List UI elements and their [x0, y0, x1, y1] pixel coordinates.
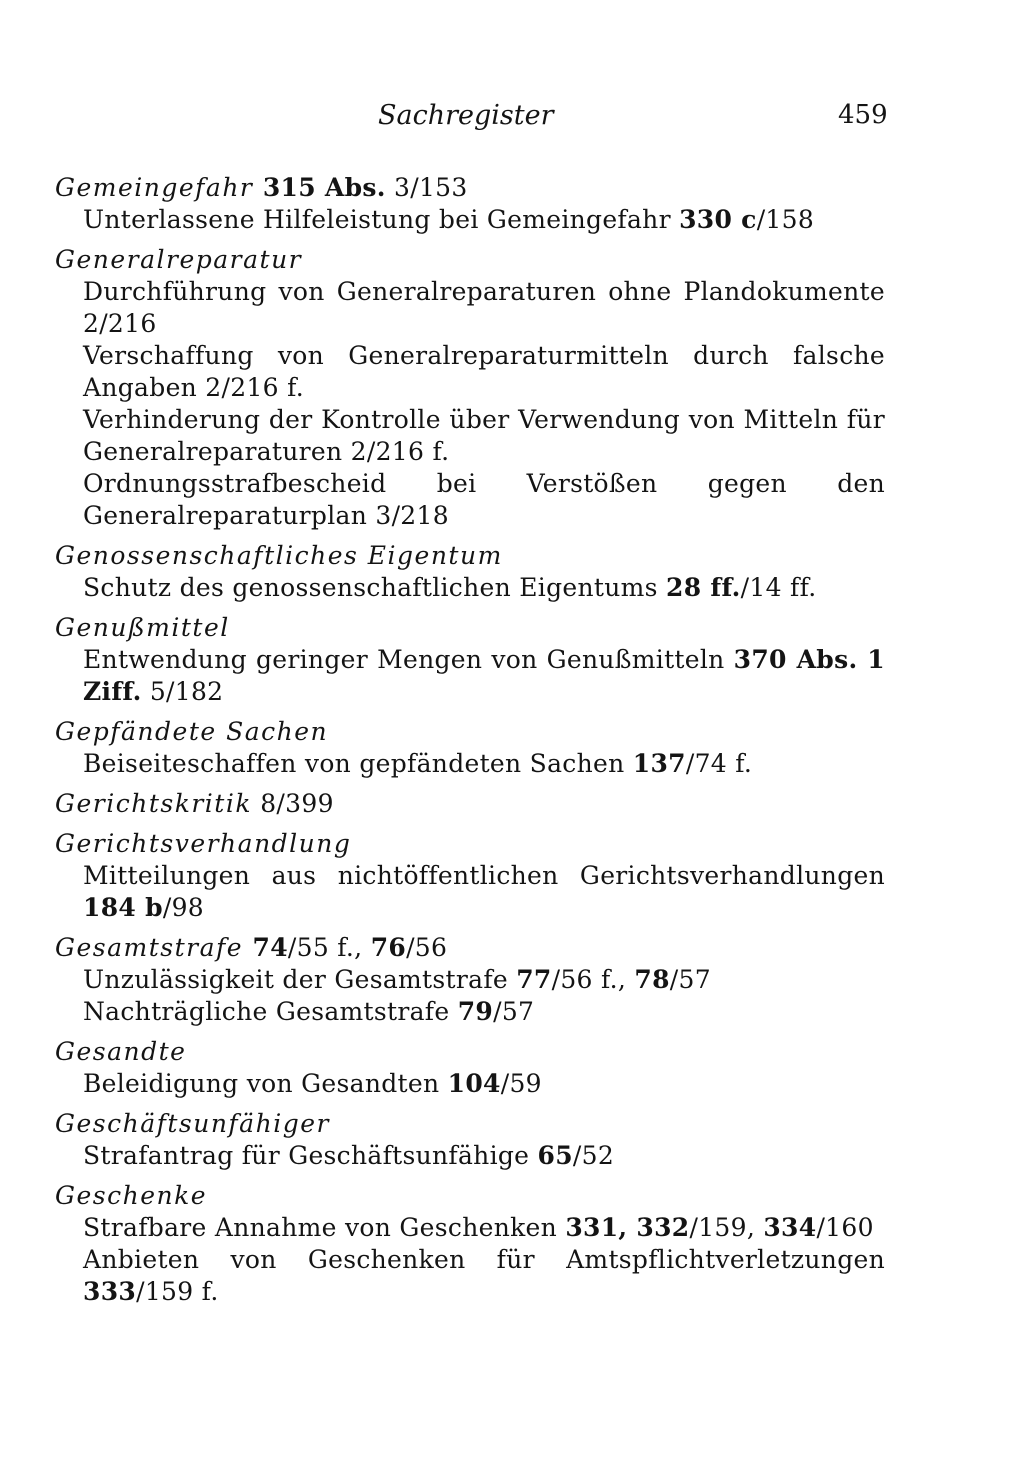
page-ref: /59: [500, 1069, 542, 1098]
heading-term: Gepfändete Sachen: [55, 717, 329, 746]
section-ref: 28 ff.: [666, 573, 741, 602]
entry-heading: [55, 244, 885, 276]
page-ref: /57: [493, 997, 535, 1026]
sub-entry: [83, 996, 885, 1028]
heading-page-ref: /56: [406, 933, 448, 962]
sub-entry-text: Entwendung geringer Mengen von Genußmitteln: [83, 645, 734, 674]
page-ref: /57: [669, 965, 711, 994]
entry-heading: [55, 788, 885, 820]
sub-entry: [83, 1212, 885, 1244]
sub-entry-text: Unzulässigkeit der Gesamtstrafe: [83, 965, 517, 994]
heading-term: Geschäftsunfähiger: [55, 1109, 330, 1138]
index-entry: [55, 172, 885, 236]
index-entry: [55, 244, 885, 532]
heading-term: Generalreparatur: [55, 245, 303, 274]
sub-entry-text: Verschaffung von Generalreparaturmitteln durch falsche Angaben 2/216 f.: [83, 341, 885, 402]
page-header: [0, 100, 1024, 144]
entry-gap: [55, 924, 885, 932]
section-ref: 65: [537, 1141, 573, 1170]
sub-entry-text: Unterlassene Hilfeleistung bei Gemeingefahr: [83, 205, 680, 234]
heading-section-ref: 74: [252, 933, 288, 962]
page-ref: /98: [162, 893, 205, 922]
sub-entry: [83, 404, 885, 468]
index-entry: [55, 932, 885, 1028]
section-ref: 78: [634, 965, 670, 994]
heading-section-ref: 315 Abs.: [262, 173, 386, 202]
heading-section-ref: 76: [370, 933, 407, 962]
sub-entry-text: Mitteilungen aus nichtöffentlichen Gerichtsverhandlungen: [83, 861, 885, 890]
heading-page-ref: 3/153: [385, 173, 468, 202]
sub-entry: [83, 1140, 885, 1172]
entry-gap: [55, 1100, 885, 1108]
sub-entry-text: Verhinderung der Kontrolle über Verwendung von Mitteln für Generalreparaturen 2/216 f.: [83, 405, 885, 466]
page-ref: /56 f.,: [551, 965, 635, 994]
index-entry: [55, 1036, 885, 1100]
entry-gap: [55, 1028, 885, 1036]
heading-page-ref: 8/399: [251, 789, 334, 818]
sub-entry-text: Ordnungsstrafbescheid bei Verstößen gegen den Generalreparaturplan 3/218: [83, 469, 885, 530]
sub-entry: [83, 964, 885, 996]
sub-entry-text: Strafantrag für Geschäftsunfähige: [83, 1141, 538, 1170]
page-ref: 5/182: [141, 677, 224, 706]
sub-entry: [83, 340, 885, 404]
sub-entry: [83, 1068, 885, 1100]
page-ref: /160: [816, 1213, 874, 1242]
index-entry: [55, 828, 885, 924]
section-ref: 184 b: [83, 893, 163, 922]
page-ref: /159,: [689, 1213, 764, 1242]
heading-term: Geschenke: [55, 1181, 208, 1210]
index-entry: [55, 1108, 885, 1172]
heading-term: Genußmittel: [55, 613, 230, 642]
index-entry: [55, 716, 885, 780]
index-entry: [55, 540, 885, 604]
sub-entry: [83, 860, 885, 924]
section-ref: 137: [632, 749, 686, 778]
running-title: Sachregister: [378, 100, 554, 131]
entry-heading: [55, 828, 885, 860]
page-ref: /52: [572, 1141, 615, 1170]
entry-gap: [55, 604, 885, 612]
entry-gap: [55, 1172, 885, 1180]
heading-term: Gesandte: [55, 1037, 187, 1066]
sub-entry-text: Strafbare Annahme von Geschenken: [83, 1213, 566, 1242]
index-entry: [55, 1180, 885, 1308]
entry-gap: [55, 236, 885, 244]
page-ref: /159 f.: [136, 1277, 219, 1306]
entry-gap: [55, 820, 885, 828]
sub-entry-text: Schutz des genossenschaftlichen Eigentums: [83, 573, 667, 602]
page-number: 459: [838, 100, 888, 130]
section-ref: 79: [457, 997, 494, 1026]
section-ref: 331, 332: [565, 1213, 690, 1242]
heading-page-ref: /55 f.,: [287, 933, 371, 962]
entry-heading: [55, 1180, 885, 1212]
heading-term: Gemeingefahr: [55, 173, 254, 202]
heading-term: Genossenschaftliches Eigentum: [55, 541, 503, 570]
sub-entry: [83, 572, 885, 604]
page-ref: /158: [756, 205, 815, 234]
sub-entry: [83, 276, 885, 340]
heading-term: Gesamtstrafe: [55, 933, 244, 962]
sub-entry-text: Beiseiteschaffen von gepfändeten Sachen: [83, 749, 633, 778]
entry-gap: [55, 780, 885, 788]
section-ref: 334: [763, 1213, 817, 1242]
index-entry: [55, 788, 885, 820]
entry-heading: [55, 1108, 885, 1140]
heading-term: Gerichtskritik: [55, 789, 252, 818]
section-ref: 333: [83, 1277, 137, 1306]
section-ref: 370 Abs. 1 Ziff.: [83, 645, 885, 706]
index-entry: [55, 612, 885, 708]
sub-entry: [83, 644, 885, 708]
sub-entry: [83, 204, 885, 236]
sub-entry-text: Durchführung von Generalreparaturen ohne Plandokumente 2/216: [83, 277, 885, 338]
entry-gap: [55, 532, 885, 540]
sub-entry: [83, 1244, 885, 1308]
entry-heading: [55, 932, 885, 964]
entry-heading: [55, 172, 885, 204]
entry-heading: [55, 612, 885, 644]
sub-entry-text: Beleidigung von Gesandten: [83, 1069, 448, 1098]
entry-heading: [55, 540, 885, 572]
section-ref: 104: [447, 1069, 501, 1098]
entry-heading: [55, 716, 885, 748]
entry-gap: [55, 708, 885, 716]
sub-entry-text: Anbieten von Geschenken für Amtspflichtverletzungen: [83, 1245, 885, 1274]
index-entries: [55, 172, 885, 1308]
page-ref: /14 ff.: [740, 573, 817, 602]
heading-term: Gerichtsverhandlung: [55, 829, 352, 858]
page-ref: /74 f.: [685, 749, 753, 778]
section-ref: 330 c: [679, 205, 757, 234]
section-ref: 77: [516, 965, 552, 994]
sub-entry: [83, 748, 885, 780]
sub-entry-text: Nachträgliche Gesamtstrafe: [83, 997, 458, 1026]
sub-entry: [83, 468, 885, 532]
entry-heading: [55, 1036, 885, 1068]
